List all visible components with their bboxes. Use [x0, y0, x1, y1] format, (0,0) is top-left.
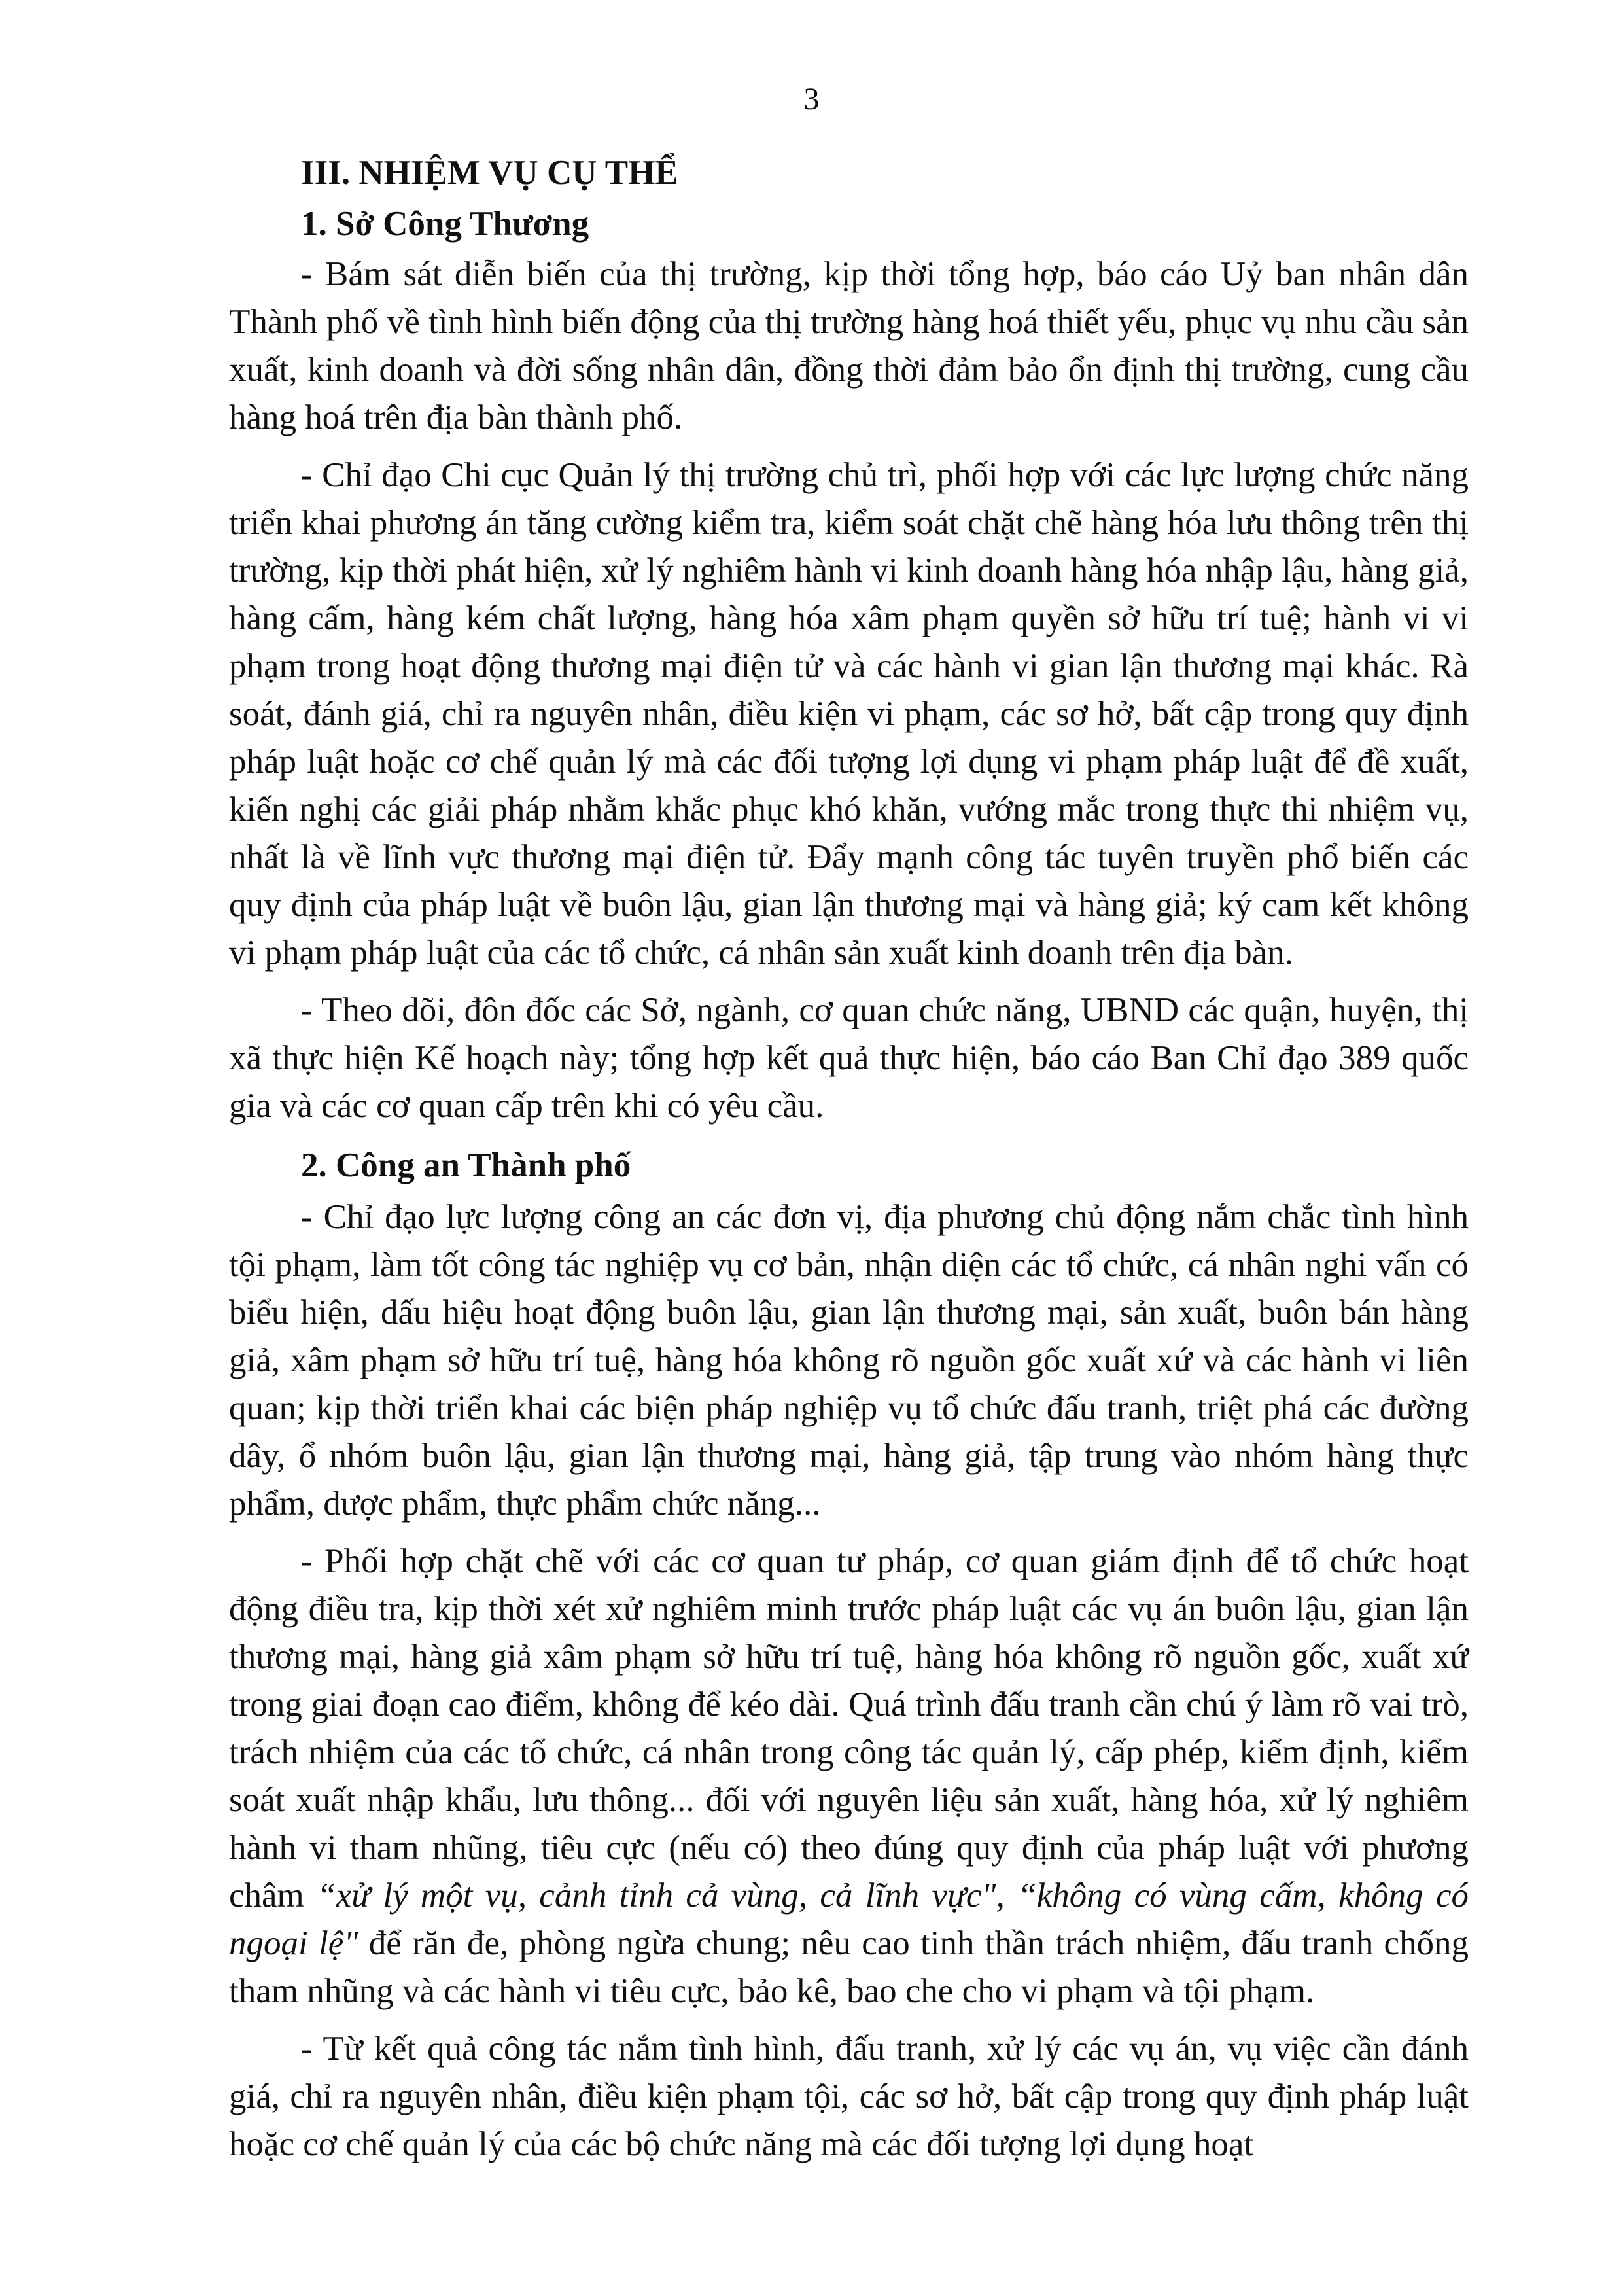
subsection-title-1: 1. Sở Công Thương — [301, 205, 589, 243]
paragraph: - Chỉ đạo lực lượng công an các đơn vị, địa phương chủ động nắm chắc tình hình tội phạm, làm tốt công tác nghiệp vụ cơ bản, nhận diện các tổ chức, cá nhân nghi vấn có biểu hiện, dấu hiệu hoạt động buôn lậu, gian lận thương mại, sản xuất, buôn bán hàng giả, xâm phạm sở hữu trí tuệ, hàng hóa không rõ nguồn gốc xuất xứ và các hành vi liên quan; kịp thời triển khai các biện pháp nghiệp vụ tổ chức đấu tranh, triệt phá các đường dây, ổ nhóm buôn lậu, gian lận thương mại, hàng giả, tập trung vào nhóm hàng thực phẩm, dược phẩm, thực phẩm chức năng... — [229, 1198, 1469, 1523]
paragraph: - Từ kết quả công tác nắm tình hình, đấu tranh, xử lý các vụ án, vụ việc cần đánh giá, chỉ ra nguyên nhân, điều kiện phạm tội, các sơ hở, bất cập trong quy định pháp luật hoặc cơ chế quản lý của các bộ chức năng mà các đối tượng lợi dụng hoạt — [229, 2030, 1469, 2163]
paragraph: - Chỉ đạo Chi cục Quản lý thị trường chủ trì, phối hợp với các lực lượng chức năng triển khai phương án tăng cường kiểm tra, kiểm soát chặt chẽ hàng hóa lưu thông trên thị trường, kịp thời phát hiện, xử lý nghiêm hành vi kinh doanh hàng hóa nhập lậu, hàng giả, hàng cấm, hàng kém chất lượng, hàng hóa xâm phạm quyền sở hữu trí tuệ; hành vi vi phạm trong hoạt động thương mại điện tử và các hành vi gian lận thương mại khác. Rà soát, đánh giá, chỉ ra nguyên nhân, điều kiện vi phạm, các sơ hở, bất cập trong quy định pháp luật hoặc cơ chế quản lý mà các đối tượng lợi dụng vi phạm pháp luật để đề xuất, kiến nghị các giải pháp nhằm khắc phục khó khăn, vướng mắc trong thực thi nhiệm vụ, nhất là về lĩnh vực thương mại điện tử. Đẩy mạnh công tác tuyên truyền phổ biến các quy định của pháp luật về buôn lậu, gian lận thương mại và hàng giả; ký cam kết không vi phạm pháp luật của các tổ chức, cá nhân sản xuất kinh doanh trên địa bàn. — [229, 456, 1469, 972]
page-number: 3 — [803, 82, 820, 116]
subsection-title-2: 2. Công an Thành phố — [301, 1146, 631, 1184]
paragraph-text: để răn đe, phòng ngừa chung; nêu cao tinh thần trách nhiệm, đấu tranh chống tham nhũng và các hành vi tiêu cực, bảo kê, bao che cho vi phạm và tội phạm. — [229, 1924, 1469, 2010]
paragraph: - Bám sát diễn biến của thị trường, kịp thời tổng hợp, báo cáo Uỷ ban nhân dân Thành phố về tình hình biến động của thị trường hàng hoá thiết yếu, phục vụ nhu cầu sản xuất, kinh doanh và đời sống nhân dân, đồng thời đảm bảo ổn định thị trường, cung cầu hàng hoá trên địa bàn thành phố. — [229, 255, 1469, 436]
italic-motto: “xử lý một vụ, cảnh tỉnh cả vùng, cả lĩnh vực", “không có vùng cấm, không có ngoại lệ" — [229, 1877, 1469, 1962]
paragraph-text: - Phối hợp chặt chẽ với các cơ quan tư pháp, cơ quan giám định để tổ chức hoạt động điều tra, kịp thời xét xử nghiêm minh trước pháp luật các vụ án buôn lậu, gian lận thương mại, hàng giả xâm phạm sở hữu trí tuệ, hàng hóa không rõ nguồn gốc, xuất xứ trong giai đoạn cao điểm, không để kéo dài. Quá trình đấu tranh cần chú ý làm rõ vai trò, trách nhiệm của các tổ chức, cá nhân trong công tác quản lý, cấp phép, kiểm định, kiểm soát xuất nhập khẩu, lưu thông... đối với nguyên liệu sản xuất, hàng hóa, xử lý nghiêm hành vi tham nhũng, tiêu cực (nếu có) theo đúng quy định của pháp luật với phương châm — [229, 1542, 1469, 1915]
paragraph-with-quote — [229, 1538, 1469, 2015]
document-body — [229, 147, 1469, 2178]
paragraph: - Theo dõi, đôn đốc các Sở, ngành, cơ quan chức năng, UBND các quận, huyện, thị xã thực hiện Kế hoạch này; tổng hợp kết quả thực hiện, báo cáo Ban Chỉ đạo 389 quốc gia và các cơ quan cấp trên khi có yêu cầu. — [229, 991, 1469, 1125]
section-heading: III. NHIỆM VỤ CỤ THỂ — [301, 154, 678, 192]
